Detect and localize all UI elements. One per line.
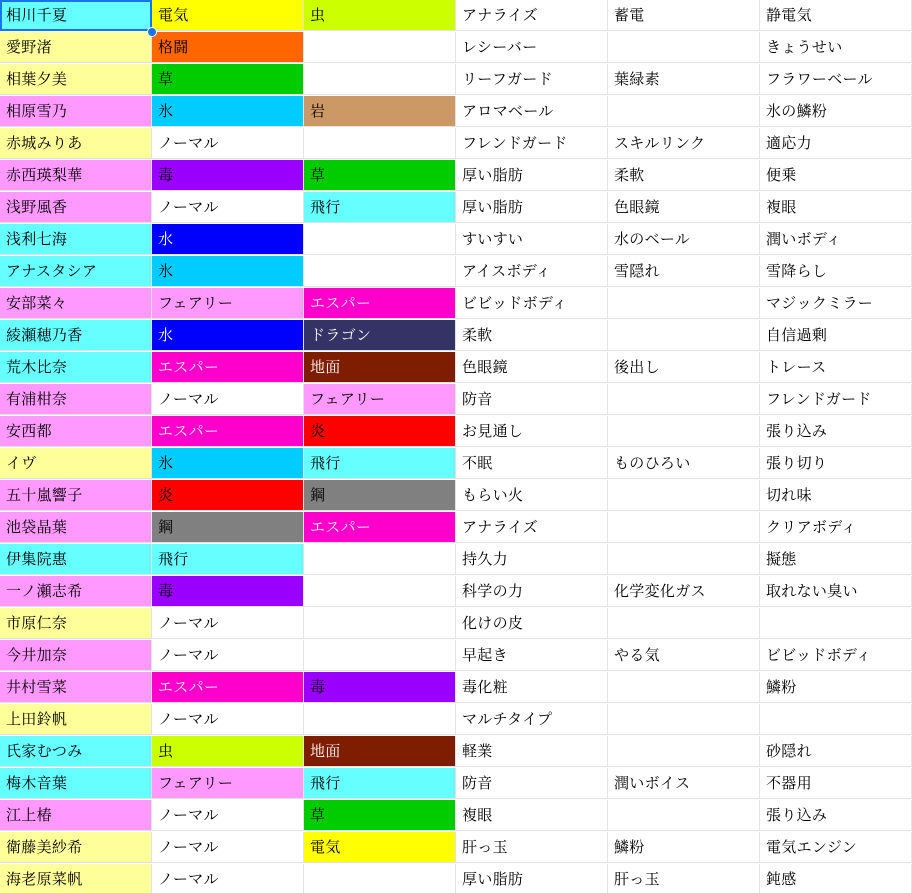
type1-cell[interactable]: 格闘 [152,32,304,63]
table-row [0,480,912,512]
name-cell[interactable]: 相川千夏 [0,0,152,31]
table-row [0,32,912,64]
type2-cell[interactable] [304,704,456,735]
table-row [0,160,912,192]
ability1-cell[interactable]: もらい火 [456,480,608,511]
ability2-cell[interactable]: 化学変化ガス [608,576,760,607]
ability1-cell[interactable]: 厚い脂肪 [456,192,608,223]
type2-cell[interactable] [304,640,456,671]
type1-cell[interactable]: ノーマル [152,704,304,735]
name-cell[interactable]: 愛野渚 [0,32,152,63]
table-row [0,864,912,893]
table-row [0,320,912,352]
ability3-cell[interactable]: 不器用 [760,768,912,799]
table-row [0,832,912,864]
name-cell[interactable]: 相葉夕美 [0,64,152,95]
table-row [0,800,912,832]
ability2-cell[interactable]: 潤いボイス [608,768,760,799]
table-row [0,768,912,800]
type1-cell[interactable]: ノーマル [152,384,304,415]
name-cell[interactable]: 浅利七海 [0,224,152,255]
name-cell[interactable]: 海老原菜帆 [0,864,152,893]
ability1-cell[interactable]: 持久力 [456,544,608,575]
ability1-cell[interactable]: 厚い脂肪 [456,864,608,893]
ability3-cell[interactable]: 切れ味 [760,480,912,511]
type2-cell[interactable]: 飛行 [304,768,456,799]
type2-cell[interactable]: 飛行 [304,448,456,479]
ability1-cell[interactable]: リーフガード [456,64,608,95]
ability3-cell[interactable]: 氷の鱗粉 [760,96,912,127]
ability2-cell[interactable] [608,480,760,511]
name-cell[interactable]: 衛藤美紗希 [0,832,152,863]
ability1-cell[interactable]: すいすい [456,224,608,255]
ability1-cell[interactable]: アナライズ [456,512,608,543]
ability2-cell[interactable] [608,512,760,543]
ability2-cell[interactable] [608,416,760,447]
ability3-cell[interactable]: 張り込み [760,416,912,447]
ability2-cell[interactable] [608,32,760,63]
type2-cell[interactable]: 岩 [304,96,456,127]
ability3-cell[interactable]: 鱗粉 [760,672,912,703]
ability2-cell[interactable]: 鱗粉 [608,832,760,863]
type1-cell[interactable]: エスパー [152,352,304,383]
type2-cell[interactable]: 毒 [304,672,456,703]
ability1-cell[interactable]: マルチタイプ [456,704,608,735]
type2-cell[interactable] [304,64,456,95]
ability3-cell[interactable]: フラワーベール [760,64,912,95]
ability1-cell[interactable]: お見通し [456,416,608,447]
ability1-cell[interactable]: レシーバー [456,32,608,63]
table-row [0,128,912,160]
ability2-cell[interactable] [608,384,760,415]
table-row [0,544,912,576]
ability3-cell[interactable]: きょうせい [760,32,912,63]
name-cell[interactable]: 井村雪菜 [0,672,152,703]
ability2-cell[interactable] [608,736,760,767]
table-row [0,576,912,608]
ability1-cell[interactable]: 科学の力 [456,576,608,607]
ability2-cell[interactable]: スキルリンク [608,128,760,159]
ability3-cell[interactable]: 複眼 [760,192,912,223]
ability1-cell[interactable]: 複眼 [456,800,608,831]
name-cell[interactable]: 五十嵐響子 [0,480,152,511]
ability2-cell[interactable]: 後出し [608,352,760,383]
name-cell[interactable]: 一ノ瀬志希 [0,576,152,607]
ability2-cell[interactable]: やる気 [608,640,760,671]
name-cell[interactable]: 安部菜々 [0,288,152,319]
name-cell[interactable]: 相原雪乃 [0,96,152,127]
type2-cell[interactable]: 草 [304,800,456,831]
ability1-cell[interactable]: ビビッドボディ [456,288,608,319]
ability3-cell[interactable]: 電気エンジン [760,832,912,863]
name-cell[interactable]: 梅木音葉 [0,768,152,799]
ability1-cell[interactable]: アイスボディ [456,256,608,287]
type2-cell[interactable] [304,608,456,639]
type2-cell[interactable]: 虫 [304,0,456,31]
ability3-cell[interactable]: クリアボディ [760,512,912,543]
type1-cell[interactable]: 氷 [152,256,304,287]
type2-cell[interactable] [304,32,456,63]
ability1-cell[interactable]: アロマベール [456,96,608,127]
table-row [0,96,912,128]
type1-cell[interactable]: ノーマル [152,832,304,863]
type2-cell[interactable] [304,864,456,893]
type2-cell[interactable]: エスパー [304,288,456,319]
table-row [0,288,912,320]
type1-cell[interactable]: 電気 [152,0,304,31]
name-cell[interactable]: 氏家むつみ [0,736,152,767]
ability3-cell[interactable]: 雪降らし [760,256,912,287]
ability2-cell[interactable] [608,800,760,831]
ability2-cell[interactable]: 水のベール [608,224,760,255]
table-row [0,192,912,224]
ability1-cell[interactable]: フレンドガード [456,128,608,159]
type2-cell[interactable]: ドラゴン [304,320,456,351]
type1-cell[interactable]: 水 [152,320,304,351]
ability1-cell[interactable]: 早起き [456,640,608,671]
ability1-cell[interactable]: アナライズ [456,0,608,31]
table-row [0,448,912,480]
ability1-cell[interactable]: 肝っ玉 [456,832,608,863]
type1-cell[interactable]: ノーマル [152,640,304,671]
type1-cell[interactable]: 毒 [152,160,304,191]
type2-cell[interactable] [304,576,456,607]
name-cell[interactable]: 安西都 [0,416,152,447]
name-cell[interactable]: イヴ [0,448,152,479]
type1-cell[interactable]: 氷 [152,96,304,127]
ability1-cell[interactable]: 厚い脂肪 [456,160,608,191]
table-row [0,672,912,704]
ability3-cell[interactable]: 鈍感 [760,864,912,893]
type2-cell[interactable]: フェアリー [304,384,456,415]
ability3-cell[interactable]: 適応力 [760,128,912,159]
selection-fill-handle[interactable] [147,27,157,37]
ability2-cell[interactable] [608,704,760,735]
name-cell[interactable]: 市原仁奈 [0,608,152,639]
ability1-cell[interactable]: 化けの皮 [456,608,608,639]
type1-cell[interactable]: エスパー [152,416,304,447]
ability3-cell[interactable]: ビビッドボディ [760,640,912,671]
ability2-cell[interactable]: 柔軟 [608,160,760,191]
ability2-cell[interactable]: 葉緑素 [608,64,760,95]
table-row [0,512,912,544]
name-cell[interactable]: 池袋晶葉 [0,512,152,543]
ability3-cell[interactable]: 砂隠れ [760,736,912,767]
type1-cell[interactable]: 氷 [152,448,304,479]
type1-cell[interactable]: ノーマル [152,864,304,893]
ability3-cell[interactable] [760,704,912,735]
table-row [0,416,912,448]
type1-cell[interactable]: 毒 [152,576,304,607]
type1-cell[interactable]: 水 [152,224,304,255]
name-cell[interactable]: 荒木比奈 [0,352,152,383]
ability2-cell[interactable]: 蓄電 [608,0,760,31]
type2-cell[interactable] [304,256,456,287]
name-cell[interactable]: 有浦柑奈 [0,384,152,415]
type2-cell[interactable] [304,224,456,255]
type1-cell[interactable]: 炎 [152,480,304,511]
ability3-cell[interactable]: 潤いボディ [760,224,912,255]
type1-cell[interactable]: フェアリー [152,288,304,319]
ability3-cell[interactable]: 自信過剰 [760,320,912,351]
type1-cell[interactable]: 飛行 [152,544,304,575]
ability1-cell[interactable]: 毒化粧 [456,672,608,703]
table-row [0,224,912,256]
name-cell[interactable]: 江上椿 [0,800,152,831]
type1-cell[interactable]: ノーマル [152,128,304,159]
type1-cell[interactable]: 虫 [152,736,304,767]
ability2-cell[interactable] [608,288,760,319]
ability2-cell[interactable]: 色眼鏡 [608,192,760,223]
type2-cell[interactable] [304,544,456,575]
ability3-cell[interactable] [760,608,912,639]
name-cell[interactable]: アナスタシア [0,256,152,287]
ability3-cell[interactable]: 擬態 [760,544,912,575]
ability2-cell[interactable] [608,96,760,127]
table-row [0,64,912,96]
ability1-cell[interactable]: 色眼鏡 [456,352,608,383]
type2-cell[interactable]: エスパー [304,512,456,543]
name-cell[interactable]: 綾瀬穂乃香 [0,320,152,351]
ability3-cell[interactable]: 取れない臭い [760,576,912,607]
ability1-cell[interactable]: 柔軟 [456,320,608,351]
table-row [0,736,912,768]
table-row [0,384,912,416]
table-row [0,608,912,640]
ability1-cell[interactable]: 防音 [456,384,608,415]
table-row [0,640,912,672]
table-row [0,704,912,736]
type2-cell[interactable]: 地面 [304,352,456,383]
type1-cell[interactable]: ノーマル [152,608,304,639]
name-cell[interactable]: 伊集院惠 [0,544,152,575]
name-cell[interactable]: 上田鈴帆 [0,704,152,735]
table-row [0,352,912,384]
ability3-cell[interactable]: トレース [760,352,912,383]
type1-cell[interactable]: ノーマル [152,800,304,831]
type1-cell[interactable]: 草 [152,64,304,95]
ability3-cell[interactable]: 張り切り [760,448,912,479]
type1-cell[interactable]: フェアリー [152,768,304,799]
ability2-cell[interactable]: ものひろい [608,448,760,479]
ability2-cell[interactable]: 雪隠れ [608,256,760,287]
name-cell[interactable]: 赤西瑛梨華 [0,160,152,191]
ability2-cell[interactable] [608,320,760,351]
ability2-cell[interactable] [608,672,760,703]
ability3-cell[interactable]: 便乗 [760,160,912,191]
ability1-cell[interactable]: 防音 [456,768,608,799]
type2-cell[interactable]: 鋼 [304,480,456,511]
ability1-cell[interactable]: 不眠 [456,448,608,479]
type2-cell[interactable]: 草 [304,160,456,191]
ability2-cell[interactable] [608,544,760,575]
type2-cell[interactable]: 電気 [304,832,456,863]
table-row [0,0,912,32]
type2-cell[interactable] [304,128,456,159]
name-cell[interactable]: 赤城みりあ [0,128,152,159]
ability3-cell[interactable]: マジックミラー [760,288,912,319]
ability1-cell[interactable]: 軽業 [456,736,608,767]
name-cell[interactable]: 今井加奈 [0,640,152,671]
type1-cell[interactable]: エスパー [152,672,304,703]
type1-cell[interactable]: ノーマル [152,192,304,223]
type1-cell[interactable]: 鋼 [152,512,304,543]
table-row [0,256,912,288]
type2-cell[interactable]: 飛行 [304,192,456,223]
ability3-cell[interactable]: 静電気 [760,0,912,31]
ability3-cell[interactable]: フレンドガード [760,384,912,415]
name-cell[interactable]: 浅野風香 [0,192,152,223]
ability2-cell[interactable]: 肝っ玉 [608,864,760,893]
ability3-cell[interactable]: 張り込み [760,800,912,831]
type2-cell[interactable]: 地面 [304,736,456,767]
type2-cell[interactable]: 炎 [304,416,456,447]
ability2-cell[interactable] [608,608,760,639]
